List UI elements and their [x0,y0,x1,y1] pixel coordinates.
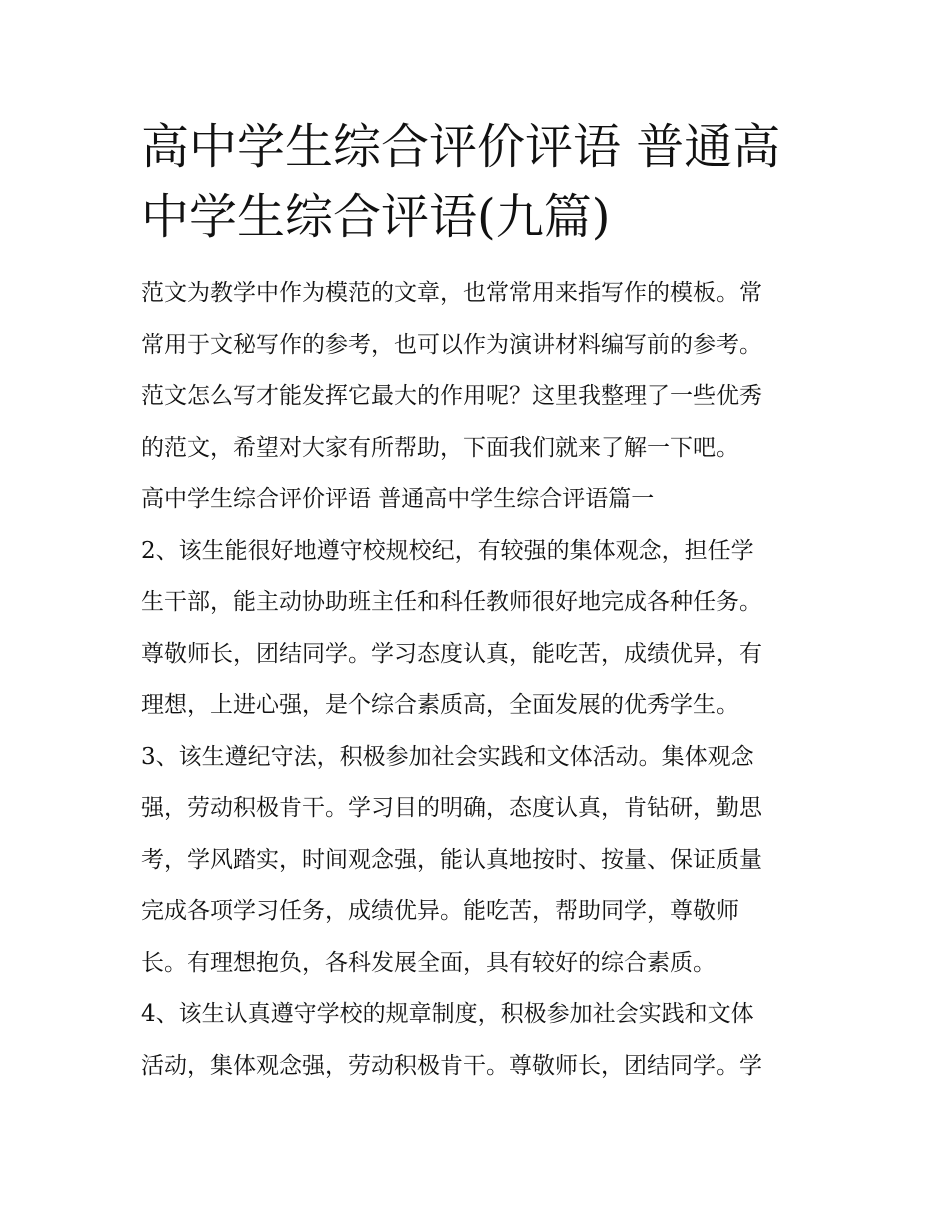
section-heading: 高中学生综合评价评语 普通高中学生综合评语篇一 [141,486,655,512]
body-line: 2、该生能很好地遵守校规校纪，有较强的集体观念，担任学 [141,537,754,564]
body-line: 活动，集体观念强，劳动积极肯干。尊敬师长，团结同学。学 [141,1052,762,1079]
body-line: 强，劳动积极肯干。学习目的明确，态度认真，肯钻研，勤思 [141,795,762,821]
body-line: 完成各项学习任务，成绩优异。能吃苦，帮助同学，尊敬师 [141,898,739,924]
body-line: 生干部，能主动协助班主任和科任教师很好地完成各种任务。 [141,589,762,615]
body-line: 理想，上进心强，是个综合素质高，全面发展的优秀学生。 [141,692,739,718]
document-title [141,112,813,252]
body-line: 长。有理想抱负，各科发展全面，具有较好的综合素质。 [141,949,716,976]
body-line: 常用于文秘写作的参考，也可以作为演讲材料编写前的参考。 [141,331,762,358]
document-title-line: 中学生综合评语(九篇) [141,189,611,245]
body-line: 3、该生遵纪守法，积极参加社会实践和文体活动。集体观念 [141,743,754,770]
body-line: 的范文，希望对大家有所帮助，下面我们就来了解一下吧。 [141,434,739,461]
body-line: 范文为教学中作为模范的文章，也常常用来指写作的模板。常 [141,280,762,306]
body-line: 尊敬师长，团结同学。学习态度认真，能吃苦，成绩优异，有 [141,640,762,667]
body-line: 4、该生认真遵守学校的规章制度，积极参加社会实践和文体 [141,1001,754,1027]
document-title-line: 高中学生综合评价评语 普通高 [141,119,781,175]
document-body [141,268,813,1092]
body-line: 考，学风踏实，时间观念强，能认真地按时、按量、保证质量 [141,846,762,873]
document-content [141,112,813,1092]
body-line: 范文怎么写才能发挥它最大的作用呢？这里我整理了一些优秀 [141,383,762,409]
